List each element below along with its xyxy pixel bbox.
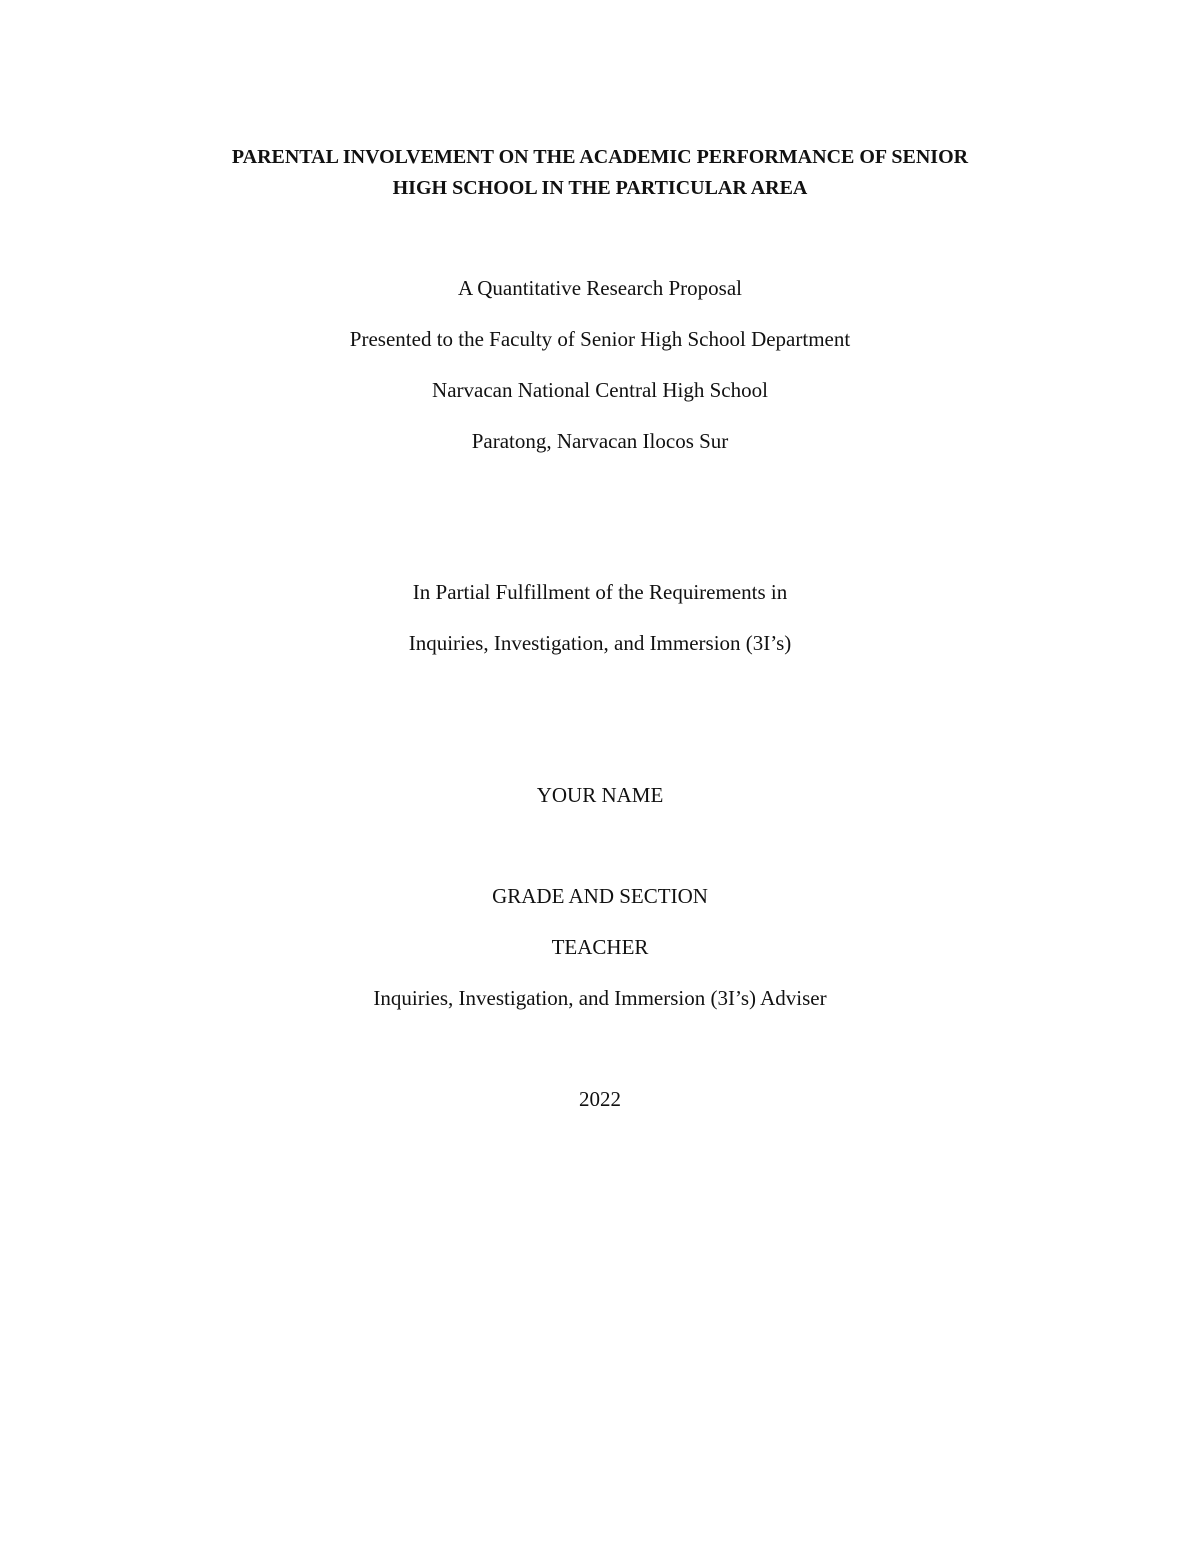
proposal-type: A Quantitative Research Proposal [457,276,742,300]
adviser-role: Inquiries, Investigation, and Immersion (3I’s) Adviser [373,986,827,1010]
school-name: Narvacan National Central High School [432,378,768,402]
title-line-2: HIGH SCHOOL IN THE PARTICULAR AREA [392,177,808,199]
year: 2022 [579,1087,621,1111]
teacher-name: TEACHER [551,935,649,959]
grade-section: GRADE AND SECTION [492,884,708,908]
fulfillment-statement: In Partial Fulfillment of the Requirements in [412,580,788,604]
subject-name: Inquiries, Investigation, and Immersion (3I’s) [408,631,792,655]
title-line-1: PARENTAL INVOLVEMENT ON THE ACADEMIC PERFORMANCE OF SENIOR [231,146,969,168]
author-name: YOUR NAME [536,783,664,807]
school-address: Paratong, Narvacan Ilocos Sur [471,429,729,453]
presented-to: Presented to the Faculty of Senior High School Department [349,327,851,351]
